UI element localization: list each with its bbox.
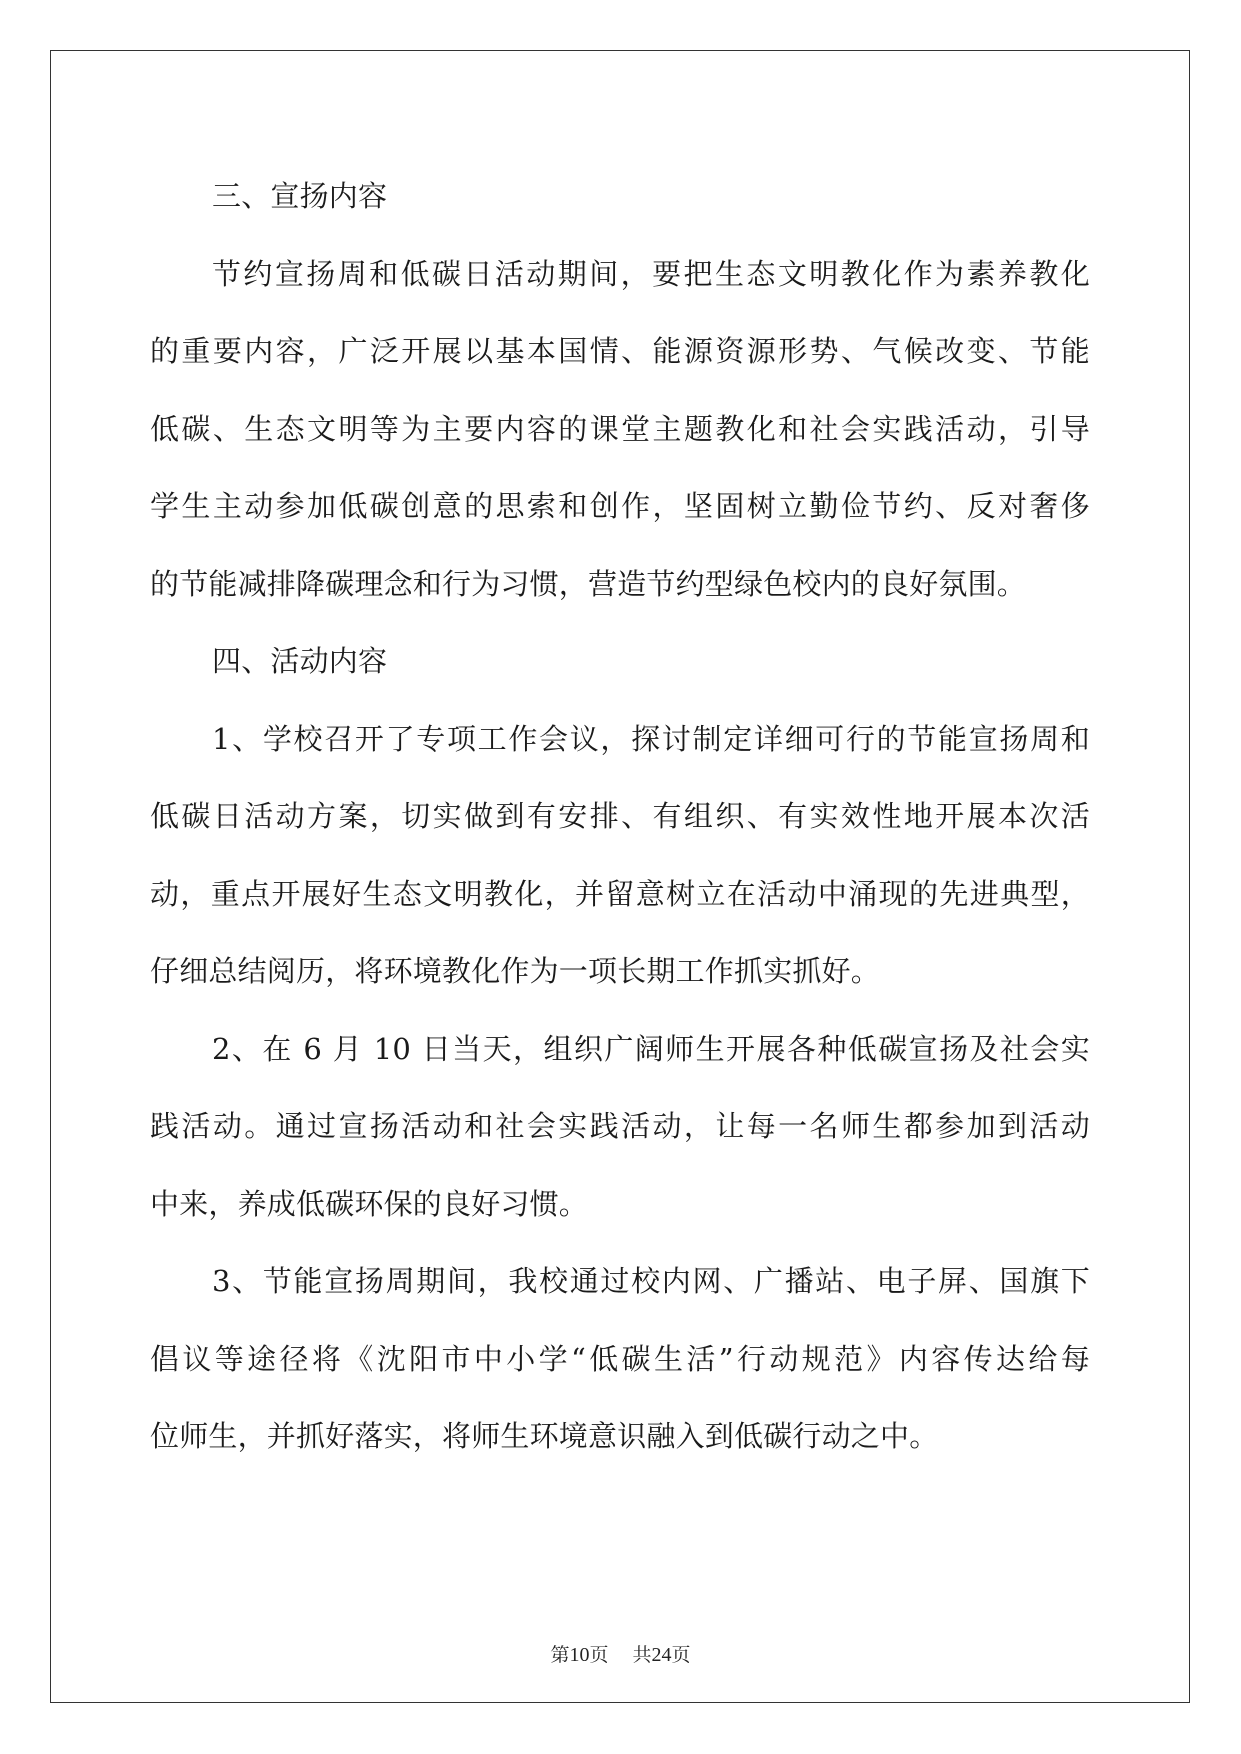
page-footer <box>0 1640 1241 1667</box>
paragraph-line: 节约宣扬周和低碳日活动期间，要把生态文明教化作为素养教化 <box>212 256 1090 291</box>
footer-page-number: 10 <box>569 1644 590 1666</box>
footer-total-pages: 24 <box>651 1644 672 1666</box>
paragraph-line: 低碳、生态文明等为主要内容的课堂主题教化和社会实践活动，引导 <box>150 411 1090 446</box>
paragraph-line: 2、在 6 月 10 日当天，组织广阔师生开展各种低碳宣扬及社会实 <box>212 1031 1090 1066</box>
paragraph-line: 动，重点开展好生态文明教化，并留意树立在活动中涌现的先进典型， <box>150 876 1090 911</box>
paragraph-line: 倡议等途径将《沈阳市中小学“低碳生活”行动规范》内容传达给每 <box>150 1341 1090 1376</box>
section-heading-4: 四、活动内容 <box>212 644 388 678</box>
document-body <box>150 158 1090 1476</box>
paragraph-line: 仔细总结阅历，将环境教化作为一项长期工作抓实抓好。 <box>150 954 881 988</box>
paragraph-line: 位师生，并抓好落实，将师生环境意识融入到低碳行动之中。 <box>150 1419 939 1453</box>
footer-page-suffix: 页 <box>589 1645 609 1666</box>
paragraph-line: 低碳日活动方案，切实做到有安排、有组织、有实效性地开展本次活 <box>150 799 1090 833</box>
paragraph-line: 1、学校召开了专项工作会议，探讨制定详细可行的节能宣扬周和 <box>212 721 1090 756</box>
paragraph-line: 3、节能宣扬周期间，我校通过校内网、广播站、电子屏、国旗下 <box>212 1264 1090 1298</box>
paragraph-line: 的重要内容，广泛开展以基本国情、能源资源形势、气候改变、节能 <box>150 334 1090 368</box>
section-heading-3: 三、宣扬内容 <box>212 179 388 213</box>
footer-page-prefix: 第 <box>550 1645 570 1666</box>
paragraph-line: 践活动。通过宣扬活动和社会实践活动，让每一名师生都参加到活动 <box>150 1109 1090 1143</box>
paragraph-line: 学生主动参加低碳创意的思索和创作，坚固树立勤俭节约、反对奢侈 <box>150 489 1090 523</box>
paragraph-line: 的节能减排降碳理念和行为习惯，营造节约型绿色校内的良好氛围。 <box>150 566 1027 601</box>
footer-total-suffix: 页 <box>671 1645 691 1666</box>
paragraph-line: 中来，养成低碳环保的良好习惯。 <box>150 1186 589 1221</box>
footer-total-prefix: 共 <box>632 1645 652 1666</box>
